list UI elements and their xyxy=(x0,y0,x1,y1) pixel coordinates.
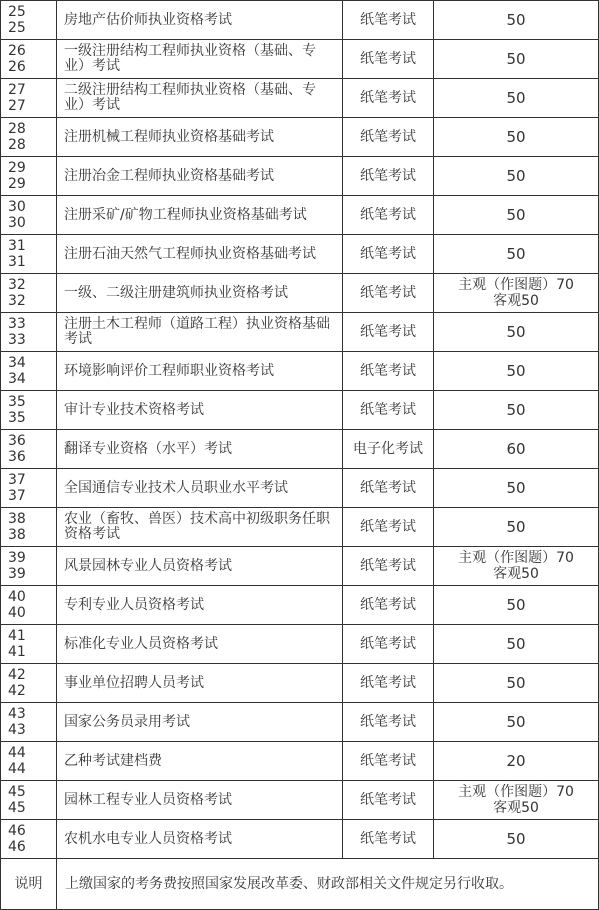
exam-fee xyxy=(434,274,599,313)
exam-fee: 50 xyxy=(434,508,599,547)
table-row xyxy=(1,781,599,820)
table-row xyxy=(1,430,599,469)
exam-method: 纸笔考试 xyxy=(343,118,434,157)
exam-method: 纸笔考试 xyxy=(343,235,434,274)
row-number-cell xyxy=(1,79,57,118)
row-number: 33 xyxy=(8,316,26,332)
exam-name: 注册冶金工程师执业资格基础考试 xyxy=(57,157,343,196)
row-number-repeat: 25 xyxy=(8,20,26,36)
exam-method: 纸笔考试 xyxy=(343,157,434,196)
row-number: 42 xyxy=(8,667,26,683)
table-row xyxy=(1,1,599,40)
table-row xyxy=(1,40,599,79)
row-number-repeat: 34 xyxy=(8,371,26,387)
row-number-cell xyxy=(1,820,57,859)
row-number-cell xyxy=(1,508,57,547)
row-number-cell xyxy=(1,469,57,508)
exam-method: 纸笔考试 xyxy=(343,391,434,430)
row-number: 26 xyxy=(8,43,26,59)
table-row xyxy=(1,820,599,859)
exam-fee: 50 xyxy=(434,235,599,274)
exam-fee: 50 xyxy=(434,391,599,430)
table-row xyxy=(1,469,599,508)
exam-method: 纸笔考试 xyxy=(343,742,434,781)
exam-name: 二级注册结构工程师执业资格（基础、专业）考试 xyxy=(57,79,343,118)
fee-objective: 客观50 xyxy=(493,566,539,582)
exam-fee: 50 xyxy=(434,469,599,508)
exam-fee: 50 xyxy=(434,313,599,352)
row-number-repeat: 41 xyxy=(8,644,26,660)
row-number: 29 xyxy=(8,160,26,176)
table-row xyxy=(1,547,599,586)
exam-name: 乙种考试建档费 xyxy=(57,742,343,781)
row-number-cell xyxy=(1,313,57,352)
table-row xyxy=(1,196,599,235)
row-number: 46 xyxy=(8,823,26,839)
row-number-cell xyxy=(1,430,57,469)
row-number-cell xyxy=(1,586,57,625)
exam-name: 注册机械工程师执业资格基础考试 xyxy=(57,118,343,157)
row-number-repeat: 35 xyxy=(8,410,26,426)
row-number-cell xyxy=(1,40,57,79)
table-row xyxy=(1,235,599,274)
row-number-repeat: 40 xyxy=(8,605,26,621)
exam-name: 翻译专业资格（水平）考试 xyxy=(57,430,343,469)
exam-fee: 50 xyxy=(434,586,599,625)
exam-fee xyxy=(434,781,599,820)
exam-fee: 50 xyxy=(434,196,599,235)
table-row xyxy=(1,508,599,547)
exam-name: 农业（畜牧、兽医）技术高中初级职务任职资格考试 xyxy=(57,508,343,547)
exam-name: 风景园林专业人员资格考试 xyxy=(57,547,343,586)
row-number: 37 xyxy=(8,472,26,488)
exam-method: 纸笔考试 xyxy=(343,625,434,664)
table-row xyxy=(1,703,599,742)
exam-name: 注册采矿/矿物工程师执业资格基础考试 xyxy=(57,196,343,235)
exam-method: 纸笔考试 xyxy=(343,703,434,742)
row-number: 28 xyxy=(8,121,26,137)
exam-fee: 50 xyxy=(434,79,599,118)
exam-method: 纸笔考试 xyxy=(343,196,434,235)
row-number: 31 xyxy=(8,238,26,254)
note-text: 上缴国家的考务费按照国家发展改革委、财政部相关文件规定另行收取。 xyxy=(57,859,599,910)
row-number: 43 xyxy=(8,706,26,722)
exam-fee: 50 xyxy=(434,625,599,664)
table-row xyxy=(1,118,599,157)
exam-name: 房地产估价师执业资格考试 xyxy=(57,1,343,40)
table-row xyxy=(1,157,599,196)
exam-name: 环境影响评价工程师职业资格考试 xyxy=(57,352,343,391)
row-number-cell xyxy=(1,625,57,664)
table-row xyxy=(1,274,599,313)
exam-method: 纸笔考试 xyxy=(343,820,434,859)
exam-fee: 50 xyxy=(434,40,599,79)
row-number: 27 xyxy=(8,82,26,98)
exam-method: 纸笔考试 xyxy=(343,274,434,313)
exam-fee: 20 xyxy=(434,742,599,781)
row-number-cell xyxy=(1,118,57,157)
exam-name: 审计专业技术资格考试 xyxy=(57,391,343,430)
row-number-cell xyxy=(1,196,57,235)
fee-subjective: 主观（作图题）70 xyxy=(458,550,574,566)
exam-name: 事业单位招聘人员考试 xyxy=(57,664,343,703)
exam-name: 一级、二级注册建筑师执业资格考试 xyxy=(57,274,343,313)
exam-fee: 50 xyxy=(434,664,599,703)
row-number: 45 xyxy=(8,784,26,800)
fee-objective: 客观50 xyxy=(493,800,539,816)
exam-name: 标准化专业人员资格考试 xyxy=(57,625,343,664)
exam-method: 纸笔考试 xyxy=(343,1,434,40)
table-row xyxy=(1,352,599,391)
exam-fee: 50 xyxy=(434,157,599,196)
row-number: 25 xyxy=(8,4,26,20)
row-number-cell xyxy=(1,703,57,742)
row-number-repeat: 29 xyxy=(8,176,26,192)
row-number-cell xyxy=(1,1,57,40)
row-number-cell xyxy=(1,274,57,313)
exam-name: 国家公务员录用考试 xyxy=(57,703,343,742)
row-number-cell xyxy=(1,157,57,196)
fee-objective: 客观50 xyxy=(493,293,539,309)
row-number: 30 xyxy=(8,199,26,215)
row-number: 44 xyxy=(8,745,26,761)
row-number-repeat: 43 xyxy=(8,722,26,738)
row-number-cell xyxy=(1,742,57,781)
table-body xyxy=(1,1,599,910)
exam-name: 注册土木工程师（道路工程）执业资格基础考试 xyxy=(57,313,343,352)
exam-name: 注册石油天然气工程师执业资格基础考试 xyxy=(57,235,343,274)
exam-method: 纸笔考试 xyxy=(343,586,434,625)
table-row xyxy=(1,79,599,118)
row-number: 38 xyxy=(8,511,26,527)
row-number-repeat: 38 xyxy=(8,527,26,543)
exam-method: 纸笔考试 xyxy=(343,508,434,547)
exam-name: 一级注册结构工程师执业资格（基础、专业）考试 xyxy=(57,40,343,79)
exam-fee: 50 xyxy=(434,1,599,40)
row-number: 36 xyxy=(8,433,26,449)
row-number-cell xyxy=(1,391,57,430)
note-row xyxy=(1,859,599,910)
table-row xyxy=(1,313,599,352)
row-number-cell xyxy=(1,235,57,274)
row-number-cell xyxy=(1,781,57,820)
row-number-repeat: 33 xyxy=(8,332,26,348)
exam-fee: 50 xyxy=(434,352,599,391)
row-number: 40 xyxy=(8,589,26,605)
table-row xyxy=(1,664,599,703)
table-row xyxy=(1,742,599,781)
exam-method: 纸笔考试 xyxy=(343,547,434,586)
exam-method: 纸笔考试 xyxy=(343,79,434,118)
row-number: 41 xyxy=(8,628,26,644)
exam-name: 全国通信专业技术人员职业水平考试 xyxy=(57,469,343,508)
exam-fee: 60 xyxy=(434,430,599,469)
row-number-cell xyxy=(1,352,57,391)
row-number-repeat: 37 xyxy=(8,488,26,504)
table-row xyxy=(1,625,599,664)
exam-method: 纸笔考试 xyxy=(343,352,434,391)
exam-method: 纸笔考试 xyxy=(343,40,434,79)
row-number-cell xyxy=(1,664,57,703)
exam-fee: 50 xyxy=(434,820,599,859)
row-number-repeat: 36 xyxy=(8,449,26,465)
exam-method: 电子化考试 xyxy=(343,430,434,469)
row-number-repeat: 28 xyxy=(8,137,26,153)
row-number-repeat: 31 xyxy=(8,254,26,270)
row-number: 34 xyxy=(8,355,26,371)
row-number-repeat: 42 xyxy=(8,683,26,699)
exam-method: 纸笔考试 xyxy=(343,664,434,703)
row-number-cell xyxy=(1,547,57,586)
exam-method: 纸笔考试 xyxy=(343,469,434,508)
row-number-repeat: 27 xyxy=(8,98,26,114)
row-number-repeat: 44 xyxy=(8,761,26,777)
exam-name: 专利专业人员资格考试 xyxy=(57,586,343,625)
exam-fee xyxy=(434,547,599,586)
row-number: 39 xyxy=(8,550,26,566)
note-label: 说明 xyxy=(1,859,57,910)
row-number-repeat: 32 xyxy=(8,293,26,309)
exam-fee: 50 xyxy=(434,118,599,157)
row-number-repeat: 30 xyxy=(8,215,26,231)
exam-fee: 50 xyxy=(434,703,599,742)
row-number-repeat: 26 xyxy=(8,59,26,75)
table-row xyxy=(1,586,599,625)
row-number: 35 xyxy=(8,394,26,410)
table-row xyxy=(1,391,599,430)
row-number-repeat: 46 xyxy=(8,839,26,855)
exam-method: 纸笔考试 xyxy=(343,781,434,820)
row-number-repeat: 45 xyxy=(8,800,26,816)
exam-name: 园林工程专业人员资格考试 xyxy=(57,781,343,820)
row-number-repeat: 39 xyxy=(8,566,26,582)
exam-name: 农机水电专业人员资格考试 xyxy=(57,820,343,859)
fee-subjective: 主观（作图题）70 xyxy=(458,277,574,293)
row-number: 32 xyxy=(8,277,26,293)
fee-subjective: 主观（作图题）70 xyxy=(458,784,574,800)
exam-method: 纸笔考试 xyxy=(343,313,434,352)
